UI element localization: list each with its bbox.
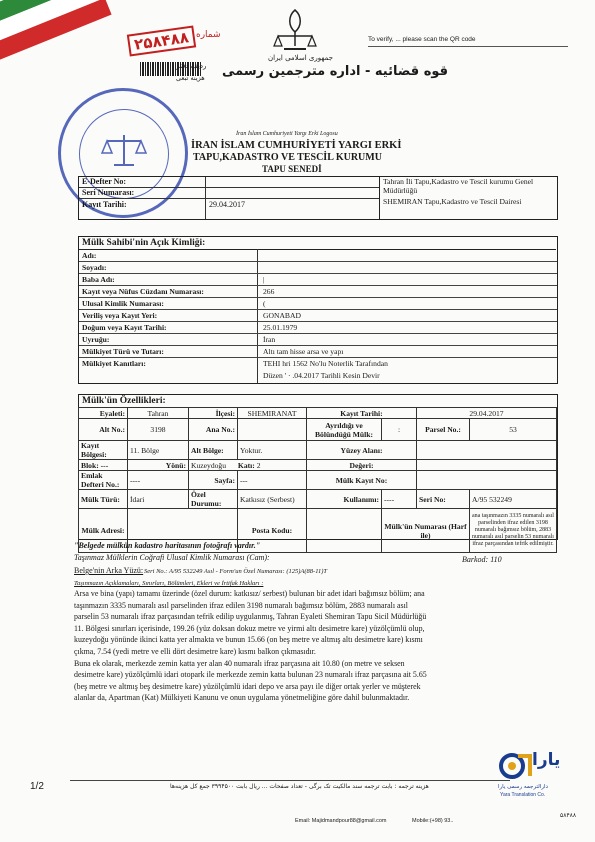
owner-title: Mülk Sahibi'nin Açık Kimliği: xyxy=(82,238,206,248)
cell: Blok: --- xyxy=(79,460,128,471)
owner-field-row xyxy=(79,310,557,322)
cell: Yüzey Alanı: xyxy=(307,441,417,460)
owner-field-value: 266 xyxy=(263,287,275,296)
scales-icon xyxy=(99,131,149,171)
cell: Mülk'ün Numarası (Harf ile) xyxy=(382,509,470,553)
page-number: 1/2 xyxy=(30,781,44,792)
owner-field-row xyxy=(79,370,557,381)
cell: ---- xyxy=(128,471,189,490)
owner-field-label: Baba Adı: xyxy=(82,275,115,284)
cell: Kayıt Bölgesi: xyxy=(79,441,128,460)
cell: Mülk Türü: xyxy=(79,490,128,509)
cell: ana taşınmazın 3335 numaralı asıl parselinden ifraz edilen 3198 numaralı bağımsız bölüm, 2883 numaralı asıl parselin 53 numaralı ifraz parçasından tefrik edilmiştir. xyxy=(470,509,557,553)
cost-label: هزینه تبعی xyxy=(176,74,205,82)
footer-rule xyxy=(70,780,510,781)
cell: İlçesi: xyxy=(189,408,238,419)
paragraph-line: Buna ek olarak, merkezde zemin katta yer alan 40 numaralı ifraz parçasına ait 10.80 (on metre ve seksen xyxy=(74,658,405,668)
property-title: Mülk'ün Özellikleri: xyxy=(82,396,166,406)
owner-field-label: Veriliş veya Kayıt Yeri: xyxy=(82,311,158,320)
footer-ref: ۵۸۴۸۸ xyxy=(560,813,577,819)
cell: Alt No.: xyxy=(79,419,128,441)
header-line-1: İRAN İSLAM CUMHURİYETİ YARGI ERKİ xyxy=(191,140,402,151)
owner-field-row xyxy=(79,274,557,286)
owner-field-label: Kayıt veya Nüfus Cüzdanı Numarası: xyxy=(82,287,204,296)
owner-field-row xyxy=(79,322,557,334)
cell: 3198 xyxy=(128,419,189,441)
footer-email: Email: Majidmandpour88@gmail.com xyxy=(295,818,387,824)
paragraph-line: (beş metre ve altmış beş desimetre kare) yüzölçümlü idari depo ve arsa payı ile diğer ortak yerler ve müşterek xyxy=(74,681,421,691)
emblem-text: جمهوری اسلامی ایران xyxy=(268,54,333,62)
serial-label: شماره xyxy=(196,30,221,40)
owner-box xyxy=(78,236,558,384)
cell: Eyaleti: xyxy=(79,408,128,419)
cell: 53 xyxy=(470,419,557,441)
judiciary-title-fa: قوه قضائیه - اداره مترجمین رسمی xyxy=(222,64,449,79)
cell xyxy=(307,509,382,553)
cell: Kullanımı: xyxy=(307,490,382,509)
cell: 11. Bölge xyxy=(128,441,189,460)
paragraph-line: kuzeydoğu yönünde ikinci katta yer almakta ve bunun 15.66 (on beş metre ve altmış altı desimetre kare) kısmı xyxy=(74,635,423,645)
map-note: "Belgede mülkün kadastro haritasının fotoğrafı vardır." xyxy=(74,541,261,550)
kayit-label: Kayıt Tarihi: xyxy=(82,200,127,209)
owner-field-value: Altı tam hisse arsa ve yapı xyxy=(263,347,344,356)
yara-logo xyxy=(496,748,561,808)
edefter-label: E-Defter No: xyxy=(82,177,127,186)
owner-field-value: TEHI hri 1562 No'lu Noterlik Tarafından xyxy=(263,359,388,368)
header-line-2: TAPU,KADASTRO VE TESCİL KURUMU xyxy=(193,152,382,163)
iran-flag-ribbon xyxy=(0,0,118,86)
owner-field-row xyxy=(79,298,557,310)
owner-field-value: İran xyxy=(263,335,276,344)
national-code-label: Taşınmaz Mülklerin Coğrafi Ulusal Kimlik Numarası (Cam): xyxy=(74,553,270,562)
owner-field-label: Doğum veya Kayıt Tarihi: xyxy=(82,323,167,332)
yara-sub: دارالترجمه رسمی یارا xyxy=(498,784,548,790)
owner-field-label: Uyruğu: xyxy=(82,335,110,344)
cell: Seri No: xyxy=(417,490,470,509)
cell: Posta Kodu: xyxy=(238,509,307,553)
owner-field-value: Düzen ' · .04.2017 Tarihli Kesin Devir xyxy=(263,371,380,380)
judiciary-emblem-icon xyxy=(270,6,320,52)
paragraph-line: desimetre kare) yüzölçümlü idari otopark ile merkezde zemin katta bulunan 23 numaralı ifraz parçasına ait 5.65 xyxy=(74,670,427,680)
cell xyxy=(417,460,557,471)
header-line-3: TAPU SENEDİ xyxy=(262,164,322,174)
cell: 29.04.2017 xyxy=(417,408,557,419)
owner-field-value: ( xyxy=(263,299,266,308)
cell: Kayıt Tarihi: xyxy=(307,408,417,419)
paragraph-line: Arsa ve bina (yapı) tamamı üzerinde (özel durum: katkısız/ serbest) bulunan bir adet idari bağımsız bölüm; ana xyxy=(74,589,425,598)
owner-field-label: Soyadı: xyxy=(82,263,107,272)
owner-field-label: Ulusal Kimlik Numarası: xyxy=(82,299,164,308)
cell xyxy=(417,441,557,460)
cell xyxy=(417,471,557,490)
owner-field-label: Mülkiyet Kanıtları: xyxy=(82,359,146,368)
paragraph-line: parselin 53 numaralı ifraz parçasından tefrik edilip uygulanmış, Tahran Eyaleti Shemiran Tapu Sicil Müdürlüğü xyxy=(74,612,427,622)
cell: ---- xyxy=(382,490,417,509)
cell: Yönü: xyxy=(128,460,189,471)
cell: Ayrıldığı ve Bölündüğü Mülk: xyxy=(307,419,382,441)
cell: Özel Durumu: xyxy=(189,490,238,509)
cell: İdari xyxy=(128,490,189,509)
cell: Parsel No.: xyxy=(417,419,470,441)
owner-field-row xyxy=(79,334,557,346)
logo-caption: İran İslam Cumhuriyeti Yargı Erki Logosu xyxy=(236,131,338,137)
cell: --- xyxy=(238,471,307,490)
cell: Alt Bölge: xyxy=(189,441,238,460)
barkod-label: Barkod: 110 xyxy=(462,555,502,564)
owner-field-label: Adı: xyxy=(82,251,97,260)
owner-field-row xyxy=(79,346,557,358)
explanation-label: Taşınmazın Açıklamaları, Sınırları, Bölümleri, Ekleri ve İrtifak Hakları : xyxy=(74,580,264,587)
cell: Emlak Defteri No.: xyxy=(79,471,128,490)
cell xyxy=(238,419,307,441)
cell: Kuzeydoğu Katı: 2 xyxy=(189,460,307,471)
owner-field-value: 25.01.1979 xyxy=(263,323,298,332)
verify-note: To verify, ... please scan the QR code xyxy=(368,36,476,43)
back-label: Belge'nin Arka Yüzü: xyxy=(74,566,144,575)
top-rule xyxy=(368,46,568,47)
cell: Sayfa: xyxy=(189,471,238,490)
kayit-value: 29.04.2017 xyxy=(209,200,245,209)
back-value: Seri No.: A/95 532249 Asıl - Form'un Özel Numarası: (125)A(88-11)T xyxy=(144,568,328,575)
owner-field-label: Mülkiyet Türü ve Tutarı: xyxy=(82,347,164,356)
document-serial-number: ۲۵۸۴۸۸ xyxy=(127,25,196,56)
cell: SHEMIRANAT xyxy=(238,408,307,419)
yara-en: Yara Translation Co. xyxy=(500,792,546,798)
office-2: SHEMIRAN Tapu,Kadastro ve Tescil Dairesi xyxy=(383,197,522,206)
footer-mobile: Mobile:(+98) 93.. xyxy=(412,818,454,824)
yara-logo-text: یارا xyxy=(532,750,561,770)
paragraph-line: alanlar da, Apartman (Kat) Mülkiyeti Kanunu ve onun uygulama yönetmeliğine göre dahil bulunmaktadır. xyxy=(74,693,410,703)
cell: Yoktur. xyxy=(238,441,307,460)
owner-field-value: | xyxy=(263,275,265,284)
registry-box xyxy=(78,176,558,220)
cell: : xyxy=(382,419,417,441)
paragraph-line: çıkma, 7.54 (yedi metre ve elli dört desimetre kare) kısmı balkon çıkmasıdır. xyxy=(74,646,316,656)
paragraph-line: taşınmazın 3335 numaralı asıl parselinden ifraz edilen 3198 numaralı bağımsız bölüm, 2883 numaralı asıl xyxy=(74,600,408,610)
owner-field-row xyxy=(79,250,557,262)
cell: Tahran xyxy=(128,408,189,419)
paragraph-line: 11. Bölgesi sınırları içerisinde, 199.26 (yüz doksan dokuz metre ve yirmi altı desimetre kare) yüzölçümlü olup, xyxy=(74,623,425,633)
property-table xyxy=(78,407,557,553)
redif-label: ردیف دفتر xyxy=(176,62,207,70)
cell: A/95 532249 xyxy=(470,490,557,509)
cell: Değeri: xyxy=(307,460,417,471)
seri-label: Seri Numarası: xyxy=(82,188,135,197)
owner-field-row xyxy=(79,286,557,298)
cell: Katkısız (Serbest) xyxy=(238,490,307,509)
office-1: Tahran İli Tapu,Kadastro ve Tescil kurumu Genel Müdürlüğü xyxy=(383,177,534,195)
footer-fa-line: هزینه ترجمه : بابت ترجمه سند مالکیت تک برگی - تعداد صفحات ... ریال بابت ۳۹۹۴۵۰۰ جمع کل هزینه‌ها xyxy=(170,783,429,790)
owner-field-row xyxy=(79,358,557,369)
owner-field-row xyxy=(79,262,557,274)
cell: Ana No.: xyxy=(189,419,238,441)
cell: Mülk Kayıt No: xyxy=(307,471,417,490)
cell: Mülk Adresi: xyxy=(79,509,128,553)
owner-field-value: GONABAD xyxy=(263,311,301,320)
explanation-paragraph xyxy=(74,588,556,704)
